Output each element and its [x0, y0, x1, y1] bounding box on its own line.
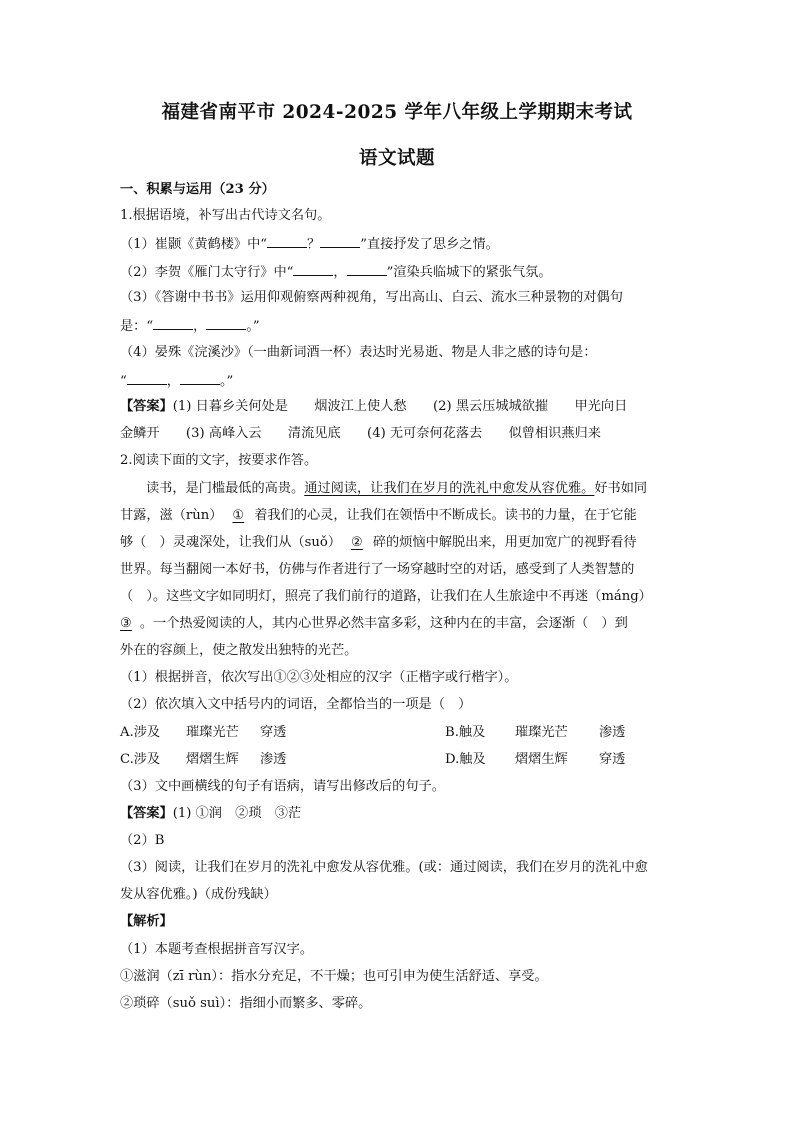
question-2-sub-2: （2）依次填入文中括号内的词语，全都恰当的一项是（ ）: [120, 697, 472, 712]
option-d-label: D.触及: [445, 752, 486, 767]
fill-blank-3: ③: [120, 616, 132, 631]
passage-line: 读书，是门槛最低的高贵。通过阅读，让我们在岁月的洗礼中愈发从容优雅。好书如同: [146, 481, 648, 496]
answer-blank: [320, 234, 360, 248]
analysis-label: 【解析】: [120, 914, 173, 929]
passage-line: ③ 。一个热爱阅读的人，其内心世界必然丰富多彩，这种内在的丰富，会逐渐（ ）到: [120, 616, 628, 631]
option-b-label: B.触及: [445, 725, 486, 740]
question-2-answer-3-cont: 发从容优雅。)（成份残缺）: [120, 887, 277, 902]
question-1-part-3-cont: 是：“ ， 。”: [120, 316, 680, 336]
question-1-part-1: （1）崔颢《黄鹤楼》中“ ？ ”直接抒发了思乡之情。: [120, 234, 680, 254]
passage-line: 甘露，滋（rùn） ① 着我们的心灵，让我们在领悟中不断成长。读书的力量，在于它能: [120, 508, 637, 523]
question-2-stem: 2.阅读下面的文字，按要求作答。: [120, 453, 318, 468]
question-1-part-4: （4）晏殊《浣溪沙》（一曲新词酒一杯）表达时光易逝、物是人非之感的诗句是：: [120, 345, 597, 360]
answer-label: 【答案】: [120, 806, 173, 821]
answer-label: 【答案】: [120, 399, 173, 414]
options-row: A.涉及 璀璨光芒 穿透 B.触及 璀璨光芒 渗透: [120, 725, 626, 740]
question-2-answer-2: （2）B: [120, 833, 165, 848]
answer-blank: [206, 316, 246, 330]
option-c-label: C.涉及: [120, 752, 161, 767]
passage-line: 世界。每当翻阅一本好书，仿佛与作者进行了一场穿越时空的对话，感受到了人类智慧的: [120, 562, 635, 577]
answer-blank: [347, 262, 387, 276]
question-1-part-2: （2）李贺《雁门太守行》中“ ， ”渲染兵临城下的紧张气氛。: [120, 262, 680, 282]
passage-line: （ ）。这些文字如同明灯，照亮了我们前行的道路，让我们在人生旅途中不再迷（máng）: [120, 589, 652, 604]
page-subtitle: 语文试题: [358, 148, 435, 169]
section-heading: 一、积累与运用（23 分）: [120, 182, 275, 197]
question-2-sub-1: （1）根据拼音，依次写出①②③处相应的汉字（正楷字或行楷字）。: [120, 670, 518, 685]
analysis-line: ②琐碎（suǒ suì）：指细小而繁多、零碎。: [120, 996, 372, 1011]
question-1-part-3: （3）《答谢中书书》运用仰观俯察两种视角，写出高山、白云、流水三种景物的对偶句: [120, 290, 623, 305]
question-2-sub-3: （3）文中画横线的句子有语病，请写出修改后的句子。: [120, 779, 445, 794]
answer-blank: [293, 262, 333, 276]
page-title: 福建省南平市 2024-2025 学年八年级上学期期末考试: [161, 102, 633, 123]
fill-blank-1: ①: [232, 508, 245, 523]
passage-line: 够（ ）灵魂深处，让我们从（suǒ） ② 碎的烦恼中解脱出来，用更加宽广的视野看待: [120, 535, 637, 550]
answer-blank: [153, 316, 193, 330]
passage-line: 外在的容颜上，使之散发出独特的光芒。: [120, 643, 358, 658]
options-row: C.涉及 熠熠生辉 渗透 D.触及 熠熠生辉 穿透: [120, 752, 626, 767]
fill-blank-2: ②: [351, 535, 363, 550]
analysis-line: （1）本题考查根据拼音写汉字。: [120, 942, 314, 957]
question-2-answer: 【答案】(1) ①润 ②琐 ③茫: [120, 806, 302, 821]
question-2-answer-3: （3）阅读，让我们在岁月的洗礼中愈发从容优雅。(或：通过阅读，我们在岁月的洗礼中愈: [120, 860, 648, 875]
answer-blank: [267, 234, 307, 248]
question-1-answer-cont: 金鳞开 (3) 高峰入云 清流见底 (4) 无可奈何花落去 似曾相识燕归来: [120, 426, 601, 441]
analysis-line: ①滋润（zī rùn）：指水分充足，不干燥；也可引申为使生活舒适、享受。: [120, 969, 548, 984]
question-1-answer: 【答案】(1) 日暮乡关何处是 烟波江上使人愁 (2) 黑云压城城欲摧 甲光向日: [120, 399, 628, 414]
option-a-label: A.涉及: [120, 725, 161, 740]
answer-blank: [180, 371, 220, 385]
question-1-part-4-cont: “ ， 。”: [120, 371, 680, 391]
question-1-stem: 1.根据语境，补写出古代诗文名句。: [120, 208, 331, 223]
underlined-sentence: 通过阅读，让我们在岁月的洗礼中愈发从容优雅。: [304, 481, 595, 496]
answer-blank: [127, 371, 167, 385]
